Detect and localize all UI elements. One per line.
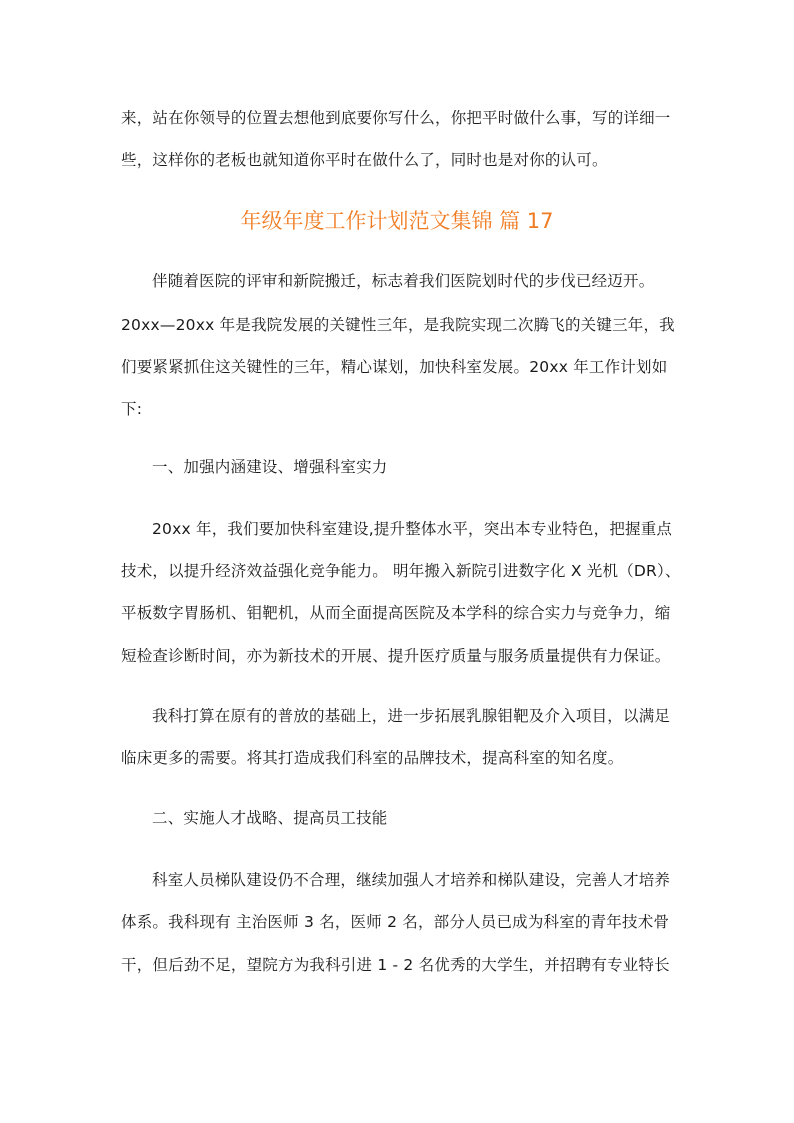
section-title: 年级年度工作计划范文集锦 篇 17 [240, 209, 554, 233]
paragraph-4-line-2: 体系。我科现有 主治医师 3 名，医师 2 名，部分人员已成为科室的青年技术骨 [121, 913, 670, 931]
heading-2: 二、实施人才战略、提高员工技能 [152, 809, 388, 827]
paragraph-2-line-3: 平板数字胃肠机、钼靶机，从而全面提高医院及本学科的综合实力与竞争力，缩 [121, 604, 671, 622]
paragraph-3-line-1: 我科打算在原有的普放的基础上，进一步拓展乳腺钼靶及介入项目，以满足 [152, 707, 671, 725]
paragraph-2-line-1: 20xx 年，我们要加快科室建设,提升整体水平，突出本专业特色，把握重点 [152, 520, 673, 538]
paragraph-1-line-2: 20xx—20xx 年是我院发展的关键性三年，是我院实现二次腾飞的关键三年，我 [121, 316, 675, 334]
paragraph-2-line-4: 短检查诊断时间，亦为新技术的开展、提升医疗质量与服务质量提供有力保证。 [121, 647, 671, 665]
paragraph-4-line-3: 干，但后劲不足，望院方为我科引进 1 - 2 名优秀的大学生，并招聘有专业特长 [121, 956, 670, 974]
paragraph-1-line-3: 们要紧紧抓住这关键性的三年，精心谋划，加快科室发展。20xx 年工作计划如 [121, 358, 668, 376]
paragraph-1-line-4: 下: [121, 400, 143, 418]
paragraph-1-line-1: 伴随着医院的评审和新院搬迁，标志着我们医院划时代的步伐已经迈开。 [152, 272, 655, 290]
paragraph-4-line-1: 科室人员梯队建设仍不合理，继续加强人才培养和梯队建设，完善人才培养 [152, 871, 671, 889]
paragraph-2-line-2: 技术，以提升经济效益强化竞争能力。 明年搬入新院引进数字化 X 光机（DR）、 [121, 562, 681, 580]
heading-1: 一、加强内涵建设、增强科室实力 [152, 458, 388, 476]
intro-line-1: 来，站在你领导的位置去想他到底要你写什么，你把平时做什么事，写的详细一 [121, 109, 671, 127]
intro-line-2: 些，这样你的老板也就知道你平时在做什么了，同时也是对你的认可。 [121, 151, 608, 169]
paragraph-3-line-2: 临床更多的需要。将其打造成我们科室的品牌技术，提高科室的知名度。 [121, 749, 624, 767]
